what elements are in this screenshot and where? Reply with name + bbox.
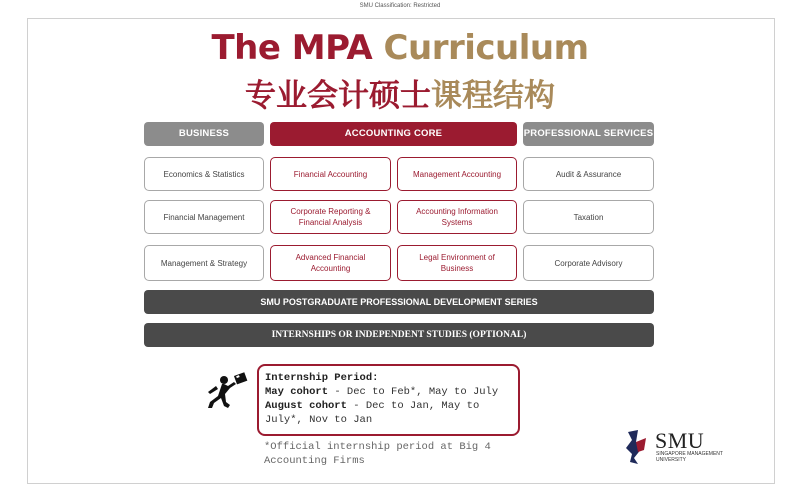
accounting-core-header: ACCOUNTING CORE — [270, 122, 517, 146]
course-economics-statistics: Economics & Statistics — [144, 157, 264, 191]
title-part-2: Curriculum — [383, 28, 589, 68]
course-corporate-reporting: Corporate Reporting & Financial Analysis — [270, 200, 391, 234]
internship-period-box — [257, 364, 520, 436]
course-taxation: Taxation — [523, 200, 654, 234]
course-corporate-advisory: Corporate Advisory — [523, 245, 654, 281]
business-fundamentals-header: BUSINESS — [144, 122, 264, 146]
page-title — [0, 28, 800, 68]
course-accounting-information-systems: Accounting Information Systems — [397, 200, 517, 234]
title-zh-part-1: 专业会计硕士 — [245, 78, 431, 114]
internship-title: Internship Period: — [265, 372, 379, 384]
course-financial-management: Financial Management — [144, 200, 264, 234]
course-financial-accounting: Financial Accounting — [270, 157, 391, 191]
smu-crest-icon — [624, 428, 652, 466]
development-series-bar: SMU POSTGRADUATE PROFESSIONAL DEVELOPMENT SERIES — [144, 290, 654, 314]
may-cohort-text: - Dec to Feb*, May to July — [328, 386, 499, 398]
course-management-accounting: Management Accounting — [397, 157, 517, 191]
august-cohort-label: August cohort — [265, 400, 347, 412]
may-cohort-line — [265, 385, 512, 399]
page-title-chinese — [0, 70, 800, 115]
course-advanced-financial-accounting: Advanced Financial Accounting — [270, 245, 391, 281]
course-legal-environment: Legal Environment of Business — [397, 245, 517, 281]
may-cohort-label: May cohort — [265, 386, 329, 398]
internship-footnote: *Official internship period at Big 4 Accounting Firms — [264, 441, 491, 467]
smu-logo-text: SMU — [655, 428, 705, 453]
august-cohort-line — [265, 399, 512, 427]
running-businessman-icon — [200, 372, 250, 412]
smu-logo-subtitle: SINGAPORE MANAGEMENT UNIVERSITY — [656, 451, 723, 463]
internships-bar: INTERNSHIPS OR INDEPENDENT STUDIES (OPTIONAL) — [144, 323, 654, 347]
professional-services-header: PROFESSIONAL SERVICES — [523, 122, 654, 146]
august-cohort-text: - Dec to Jan, May to July*, Nov to Jan — [265, 400, 480, 426]
classification-label: SMU Classification: Restricted — [359, 3, 441, 9]
course-management-strategy: Management & Strategy — [144, 245, 264, 281]
course-audit-assurance: Audit & Assurance — [523, 157, 654, 191]
title-part-1: The MPA — [211, 28, 373, 68]
title-zh-part-2: 课程结构 — [431, 78, 555, 114]
